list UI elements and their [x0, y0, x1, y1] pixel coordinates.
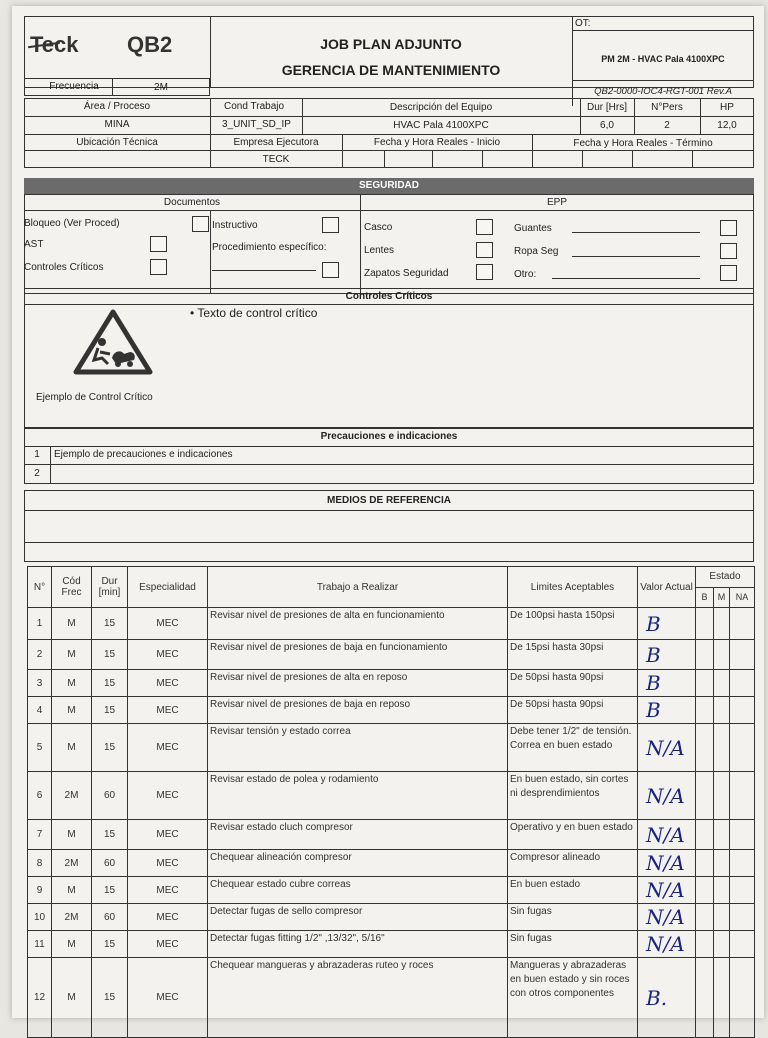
task-dur: 15: [92, 608, 128, 640]
task-limites: Sin fugas: [508, 904, 638, 931]
task-especialidad: MEC: [128, 608, 208, 640]
col-especialidad: Especialidad: [128, 567, 208, 608]
task-num: 5: [28, 724, 52, 772]
info-col-9: [432, 150, 433, 168]
task-estado-m-cell[interactable]: [714, 724, 730, 772]
task-cod-frec: M: [52, 724, 92, 772]
task-especialidad: MEC: [128, 697, 208, 724]
task-trabajo: Detectar fugas fitting 1/2" ,13/32", 5/16": [208, 931, 508, 958]
task-dur: 15: [92, 820, 128, 850]
control-critico-bullet: • Texto de control crítico: [190, 306, 318, 320]
task-valor-actual[interactable]: N/A: [638, 850, 696, 877]
guantes-checkbox[interactable]: [720, 220, 737, 236]
table-row: [28, 850, 755, 877]
project-code: QB2: [127, 32, 173, 57]
tasks-header-row: [28, 567, 755, 588]
table-row: [28, 724, 755, 772]
npers-value: 2: [664, 120, 670, 131]
task-estado-m-cell[interactable]: [714, 850, 730, 877]
task-num: 12: [28, 958, 52, 1038]
epp-title: EPP: [546, 197, 567, 208]
desc-label: Descripción del Equipo: [389, 102, 493, 113]
task-especialidad: MEC: [128, 904, 208, 931]
ot-underline: [572, 30, 754, 31]
ast-label: AST: [24, 239, 44, 250]
task-especialidad: MEC: [128, 850, 208, 877]
task-estado-m-cell[interactable]: [714, 820, 730, 850]
task-estado-m-cell[interactable]: [714, 670, 730, 697]
task-valor-actual[interactable]: N/A: [638, 877, 696, 904]
task-estado-na-cell[interactable]: [730, 772, 755, 820]
medios-title: MEDIOS DE REFERENCIA: [327, 495, 451, 506]
task-trabajo: Revisar estado de polea y rodamiento: [208, 772, 508, 820]
task-dur: 15: [92, 931, 128, 958]
instructivo-label: Instructivo: [212, 220, 258, 231]
otro-line: [552, 278, 700, 279]
task-estado-b-cell[interactable]: [696, 820, 714, 850]
task-limites: Debe tener 1/2" de tensión. Correa en buen estado: [508, 724, 638, 772]
frecuencia-label: Frecuencia: [49, 81, 99, 92]
task-trabajo: Detectar fugas de sello compresor: [208, 904, 508, 931]
task-num: 2: [28, 640, 52, 670]
info-col-13: [692, 150, 693, 168]
ropa-line: [572, 256, 700, 257]
info-row-line-3: [24, 150, 754, 151]
medios-rule-2: [24, 542, 754, 543]
task-especialidad: MEC: [128, 640, 208, 670]
bloqueo-checkbox[interactable]: [192, 216, 209, 232]
control-critico-example-label: Ejemplo de Control Crítico: [36, 392, 153, 403]
task-cod-frec: 2M: [52, 850, 92, 877]
table-row: [28, 904, 755, 931]
task-estado-m-cell[interactable]: [714, 772, 730, 820]
task-cod-frec: M: [52, 608, 92, 640]
task-estado-m-cell[interactable]: [714, 931, 730, 958]
controles-criticos-rule: [24, 304, 754, 305]
task-especialidad: MEC: [128, 931, 208, 958]
task-estado-m-cell[interactable]: [714, 904, 730, 931]
task-limites: En buen estado: [508, 877, 638, 904]
procedimiento-line: [212, 270, 316, 271]
casco-checkbox[interactable]: [476, 219, 493, 235]
task-num: 6: [28, 772, 52, 820]
task-estado-na-cell[interactable]: [730, 724, 755, 772]
task-limites: En buen estado, sin cortes ni desprendimientos: [508, 772, 638, 820]
task-trabajo: Revisar estado cluch compresor: [208, 820, 508, 850]
logo: Teck: [30, 32, 79, 57]
zapatos-label: Zapatos Seguridad: [364, 268, 449, 279]
precaucion-1-text: Ejemplo de precauciones e indicaciones: [54, 449, 233, 460]
controles-label: Controles Críticos: [24, 262, 104, 273]
task-estado-na-cell[interactable]: [730, 877, 755, 904]
task-trabajo: Chequear estado cubre correas: [208, 877, 508, 904]
task-estado-b-cell[interactable]: [696, 850, 714, 877]
inicio-label: Fecha y Hora Reales - Inicio: [373, 137, 501, 148]
title-line-2: GERENCIA DE MANTENIMIENTO: [281, 62, 501, 78]
area-value: MINA: [104, 119, 130, 130]
dur-value: 6,0: [600, 120, 614, 131]
task-trabajo: Revisar nivel de presiones de alta en reposo: [208, 670, 508, 697]
task-estado-m-cell[interactable]: [714, 877, 730, 904]
task-estado-b-cell[interactable]: [696, 670, 714, 697]
task-estado-m-cell[interactable]: [714, 697, 730, 724]
precaucion-1-num: 1: [34, 449, 40, 460]
task-num: 3: [28, 670, 52, 697]
task-estado-na-cell[interactable]: [730, 670, 755, 697]
table-row: [28, 772, 755, 820]
task-cod-frec: 2M: [52, 772, 92, 820]
task-estado-b-cell[interactable]: [696, 640, 714, 670]
seguridad-divider: [360, 194, 361, 294]
table-row: [28, 820, 755, 850]
col-estado-na: NA: [730, 587, 755, 608]
col-estado-m: M: [714, 587, 730, 608]
task-estado-na-cell[interactable]: [730, 820, 755, 850]
task-estado-na-cell[interactable]: [730, 904, 755, 931]
hazard-warning-icon: [72, 308, 154, 376]
doc-code: QB2-0000-IOC4-RGT-001 Rev.A: [594, 86, 732, 97]
task-estado-b-cell[interactable]: [696, 772, 714, 820]
ropa-label: Ropa Seg: [514, 246, 559, 257]
seguridad-box: [24, 194, 754, 294]
task-trabajo: Chequear alineación compresor: [208, 850, 508, 877]
procedimiento-checkbox[interactable]: [322, 262, 339, 278]
lentes-checkbox[interactable]: [476, 242, 493, 258]
task-estado-na-cell[interactable]: [730, 958, 755, 1038]
task-limites: De 50psi hasta 90psi: [508, 670, 638, 697]
otro-label: Otro:: [514, 269, 537, 280]
task-valor-actual[interactable]: N/A: [638, 772, 696, 820]
col-estado-b: B: [696, 587, 714, 608]
tasks-table: [27, 566, 755, 1038]
guantes-line: [572, 232, 700, 233]
bloqueo-label: Bloqueo (Ver Proced): [24, 218, 120, 229]
task-trabajo: Revisar nivel de presiones de baja en funcionamiento: [208, 640, 508, 670]
task-dur: 60: [92, 904, 128, 931]
col-cod: Cód Frec: [52, 567, 92, 608]
task-estado-m-cell[interactable]: [714, 640, 730, 670]
task-dur: 15: [92, 724, 128, 772]
hp-label: HP: [720, 102, 734, 113]
seguridad-bar: SEGURIDAD: [24, 178, 754, 194]
task-valor-actual[interactable]: B: [638, 697, 696, 724]
task-num: 9: [28, 877, 52, 904]
frecuencia-value: 2M: [154, 82, 168, 93]
task-num: 8: [28, 850, 52, 877]
task-cod-frec: M: [52, 931, 92, 958]
task-num: 7: [28, 820, 52, 850]
task-dur: 15: [92, 958, 128, 1038]
task-valor-actual[interactable]: N/A: [638, 724, 696, 772]
dur-label: Dur [Hrs]: [587, 102, 627, 113]
task-dur: 15: [92, 877, 128, 904]
cond-label: Cond Trabajo: [224, 101, 285, 112]
lentes-label: Lentes: [364, 245, 395, 256]
empresa-value: TECK: [262, 154, 290, 165]
task-valor-actual[interactable]: B: [638, 640, 696, 670]
task-cod-frec: M: [52, 670, 92, 697]
task-estado-m-cell[interactable]: [714, 608, 730, 640]
task-especialidad: MEC: [128, 772, 208, 820]
documentos-title: Documentos: [163, 197, 221, 208]
task-valor-actual[interactable]: N/A: [638, 904, 696, 931]
info-row-line-1: [24, 116, 754, 117]
precauciones-title: Precauciones e indicaciones: [320, 431, 458, 442]
controles-checkbox[interactable]: [150, 259, 167, 275]
instructivo-checkbox[interactable]: [322, 217, 339, 233]
otro-checkbox[interactable]: [720, 265, 737, 281]
seguridad-subheader-rule: [24, 210, 754, 211]
task-dur: 15: [92, 697, 128, 724]
casco-label: Casco: [364, 222, 393, 233]
documentos-mid-divider: [210, 210, 211, 294]
task-cod-frec: M: [52, 697, 92, 724]
task-cod-frec: M: [52, 640, 92, 670]
task-estado-na-cell[interactable]: [730, 608, 755, 640]
precauciones-col-divider: [50, 446, 51, 484]
task-estado-b-cell[interactable]: [696, 697, 714, 724]
header-rule: [572, 80, 754, 81]
col-valor: Valor Actual: [638, 567, 696, 608]
task-valor-actual[interactable]: B: [638, 670, 696, 697]
empresa-label: Empresa Ejecutora: [233, 137, 319, 148]
task-dur: 15: [92, 640, 128, 670]
task-limites: De 100psi hasta 150psi: [508, 608, 638, 640]
precaucion-2-num: 2: [34, 468, 40, 479]
task-trabajo: Revisar tensión y estado correa: [208, 724, 508, 772]
precauciones-rule-2: [24, 464, 754, 465]
col-n: N°: [28, 567, 52, 608]
task-estado-b-cell[interactable]: [696, 931, 714, 958]
task-estado-b-cell[interactable]: [696, 958, 714, 1038]
hp-value: 12,0: [717, 120, 737, 131]
termino-label: Fecha y Hora Reales - Término: [573, 138, 713, 149]
npers-label: N°Pers: [651, 102, 683, 113]
task-especialidad: MEC: [128, 724, 208, 772]
info-col-11: [582, 150, 583, 168]
ot-label: OT:: [575, 18, 591, 29]
table-row: [28, 931, 755, 958]
task-especialidad: MEC: [128, 958, 208, 1038]
controles-criticos-title: Controles Críticos: [345, 291, 433, 302]
task-dur: 60: [92, 850, 128, 877]
task-cod-frec: 2M: [52, 904, 92, 931]
guantes-label: Guantes: [514, 223, 552, 234]
col-trabajo: Trabajo a Realizar: [208, 567, 508, 608]
task-num: 1: [28, 608, 52, 640]
task-num: 4: [28, 697, 52, 724]
task-cod-frec: M: [52, 820, 92, 850]
task-estado-na-cell[interactable]: [730, 697, 755, 724]
task-valor-actual[interactable]: N/A: [638, 931, 696, 958]
task-estado-m-cell[interactable]: [714, 958, 730, 1038]
plan-name: PM 2M - HVAC Pala 4100XPC: [601, 54, 725, 64]
task-limites: De 15psi hasta 30psi: [508, 640, 638, 670]
info-col-12: [632, 150, 633, 168]
task-estado-b-cell[interactable]: [696, 608, 714, 640]
precauciones-rule-1: [24, 446, 754, 447]
task-especialidad: MEC: [128, 877, 208, 904]
info-col-10: [482, 150, 483, 168]
task-cod-frec: M: [52, 877, 92, 904]
table-row: [28, 670, 755, 697]
task-trabajo: Chequear mangueras y abrazaderas ruteo y roces: [208, 958, 508, 1038]
task-limites: Compresor alineado: [508, 850, 638, 877]
task-especialidad: MEC: [128, 820, 208, 850]
ubicacion-label: Ubicación Técnica: [76, 137, 158, 148]
task-estado-b-cell[interactable]: [696, 724, 714, 772]
task-especialidad: MEC: [128, 670, 208, 697]
ast-checkbox[interactable]: [150, 236, 167, 252]
col-dur: Dur [min]: [92, 567, 128, 608]
task-estado-na-cell[interactable]: [730, 640, 755, 670]
task-valor-actual[interactable]: B.: [638, 958, 696, 1038]
task-valor-actual[interactable]: N/A: [638, 820, 696, 850]
table-row: [28, 608, 755, 640]
table-row: [28, 958, 755, 1038]
task-num: 11: [28, 931, 52, 958]
task-estado-na-cell[interactable]: [730, 931, 755, 958]
ropa-checkbox[interactable]: [720, 243, 737, 259]
table-row: [28, 640, 755, 670]
table-row: [28, 877, 755, 904]
title-line-1: JOB PLAN ADJUNTO: [320, 36, 462, 52]
task-limites: De 50psi hasta 90psi: [508, 697, 638, 724]
desc-value: HVAC Pala 4100XPC: [393, 120, 489, 131]
task-dur: 15: [92, 670, 128, 697]
task-estado-b-cell[interactable]: [696, 877, 714, 904]
task-valor-actual[interactable]: B: [638, 608, 696, 640]
task-estado-na-cell[interactable]: [730, 850, 755, 877]
task-cod-frec: M: [52, 958, 92, 1038]
task-estado-b-cell[interactable]: [696, 904, 714, 931]
task-limites: Mangueras y abrazaderas en buen estado y sin roces con otros componentes: [508, 958, 638, 1038]
task-limites: Sin fugas: [508, 931, 638, 958]
info-row-line-2: [24, 134, 754, 135]
info-col-8: [384, 150, 385, 168]
col-estado: Estado: [696, 567, 755, 588]
procedimiento-label: Procedimiento específico:: [212, 242, 327, 253]
task-dur: 60: [92, 772, 128, 820]
area-label: Área / Proceso: [83, 101, 151, 112]
task-trabajo: Revisar nivel de presiones de alta en funcionamiento: [208, 608, 508, 640]
medios-rule-1: [24, 510, 754, 511]
col-limites: Limites Aceptables: [508, 567, 638, 608]
table-row: [28, 697, 755, 724]
task-num: 10: [28, 904, 52, 931]
cond-value: 3_UNIT_SD_IP: [222, 119, 291, 130]
task-trabajo: Revisar nivel de presiones de baja en reposo: [208, 697, 508, 724]
zapatos-checkbox[interactable]: [476, 264, 493, 280]
task-limites: Operativo y en buen estado: [508, 820, 638, 850]
job-plan-sheet: [12, 6, 764, 1018]
